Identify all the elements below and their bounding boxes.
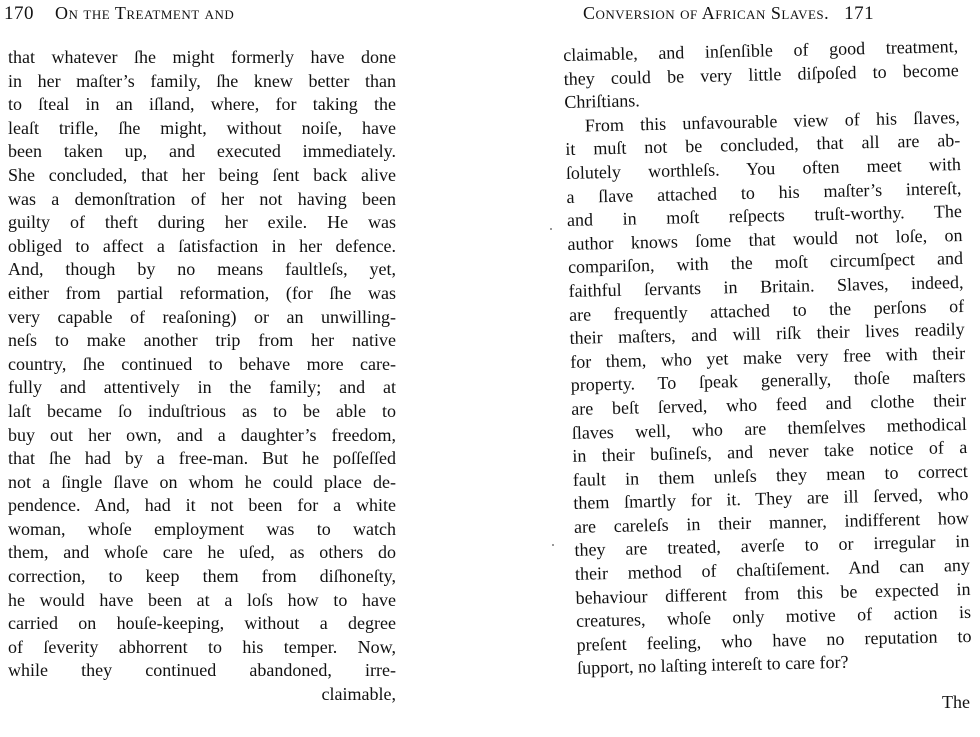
paper-speck xyxy=(550,228,552,230)
text-line: leaſt trifle, ſhe might, without noiſe, have xyxy=(8,117,396,138)
text-line: faithful ſervants in Britain. Slaves, indeed, xyxy=(568,271,964,301)
text-line: correction, to keep them from diſhoneſty, xyxy=(8,566,396,587)
right-page-header xyxy=(583,3,874,25)
text-line: claimable, and inſenſible of good treatment, xyxy=(563,36,959,65)
text-line: either from partial reformation, (for ſhe was xyxy=(8,282,396,303)
text-line: claimable, xyxy=(321,684,396,705)
text-line: to ſteal in an iſland, where, for taking the xyxy=(8,94,396,115)
text-line: their method of chaſtiſement. And can any xyxy=(574,554,971,584)
text-line: ſupport, no laſting intereſt to care for? xyxy=(576,652,849,679)
text-line: not a ſingle ſlave on whom he could place de- xyxy=(8,471,396,492)
text-line: From this unfavourable view of his ſlaves, xyxy=(584,106,960,136)
text-line: compariſon, with the moſt circumſpect and xyxy=(567,248,964,278)
text-line: them, and whoſe care he uſed, as others do xyxy=(8,542,396,563)
text-line: pendence. And, had it not been for a white xyxy=(8,495,396,516)
left-page-header xyxy=(4,3,234,25)
right-page-text xyxy=(563,35,972,681)
text-line: for them, who yet make very free with their xyxy=(569,342,966,372)
left-running-head: On the Treatment and xyxy=(55,3,235,23)
text-line: neſs to make another trip from her native xyxy=(8,330,396,351)
text-line: Chriſtians. xyxy=(564,90,641,113)
text-line: he would have been at a loſs how to have xyxy=(8,589,396,610)
text-line: are careleſs in their manner, indifferent how xyxy=(573,507,970,537)
left-page-number: 170 xyxy=(4,3,34,24)
left-page xyxy=(0,0,470,737)
right-page xyxy=(555,0,980,737)
text-line: buy out her own, and a daughter’s freedom, xyxy=(8,424,396,445)
catchword: The xyxy=(942,692,970,712)
text-line: ſolutely worthleſs. You often meet with xyxy=(565,153,962,183)
text-line: it muſt not be concluded, that all are ab- xyxy=(565,130,961,160)
text-line: laſt became ſo induſtrious as to be able to xyxy=(8,400,396,421)
text-line: fully and attentively in the family; and at xyxy=(8,377,396,398)
text-line: they are treated, averſe to or irregular in xyxy=(574,531,970,561)
right-page-number: 171 xyxy=(844,3,875,24)
text-line: in her maſter’s family, ſhe knew better than xyxy=(8,70,396,91)
right-running-head: Conversion of African Slaves. xyxy=(583,3,830,23)
text-line: woman, whoſe employment was to watch xyxy=(8,518,396,539)
text-line: guilty of theft during her exile. He was xyxy=(8,212,396,233)
text-line: creatures, whoſe only motive of action is xyxy=(575,602,972,632)
paper-speck xyxy=(552,544,554,546)
text-line: them ſmartly for it. They are ill ſerved, who xyxy=(573,484,969,514)
text-line: while they continued abandoned, irre- xyxy=(8,660,396,681)
text-line: fault in them unleſs they mean to correct xyxy=(572,460,969,490)
text-line: of ſeverity abhorrent to his temper. Now, xyxy=(8,636,396,657)
text-line: that whatever ſhe might formerly have done xyxy=(8,47,396,67)
text-line: preſent feeling, who have no reputation to xyxy=(576,625,972,655)
text-line: was a demonſtration of her not having been xyxy=(8,188,396,209)
text-line: ſlaves well, who are themſelves methodical xyxy=(571,413,967,443)
text-line: And, though by no means faultleſs, yet, xyxy=(8,259,396,280)
text-line: are beſt ſerved, who feed and clothe their xyxy=(571,389,967,419)
text-line: and in moſt reſpects truſt-worthy. The xyxy=(566,201,963,231)
text-line: are frequently attached to the perſons of xyxy=(568,295,965,325)
text-line: in their buſineſs, and never take notice of a xyxy=(572,437,968,466)
text-line: they could be very little diſpoſed to become xyxy=(563,59,959,89)
left-page-text xyxy=(8,46,396,707)
text-line: country, ſhe continued to behave more care- xyxy=(8,353,396,374)
text-line: their maſters, and will riſk their lives readily xyxy=(569,319,965,349)
text-line: behaviour different from this be expected in xyxy=(575,578,971,608)
text-line: that ſhe had by a free-man. But he poſſeſſed xyxy=(8,448,396,469)
text-line: She concluded, that her being ſent back alive xyxy=(8,164,396,185)
text-line: author knows ſome that would not loſe, on xyxy=(567,224,963,254)
text-line: obliged to affect a ſatisfaction in her defence. xyxy=(8,235,396,256)
text-line: very capable of reaſoning) or an unwilling- xyxy=(8,306,396,327)
text-line: been taken up, and executed immediately. xyxy=(8,141,396,162)
text-line: a ſlave attached to his maſter’s intereſt, xyxy=(566,177,962,207)
text-line: carried on houſe-keeping, without a degree xyxy=(8,613,396,634)
text-line: property. To ſpeak generally, thoſe maſters xyxy=(570,366,966,396)
page-gutter xyxy=(472,0,552,737)
